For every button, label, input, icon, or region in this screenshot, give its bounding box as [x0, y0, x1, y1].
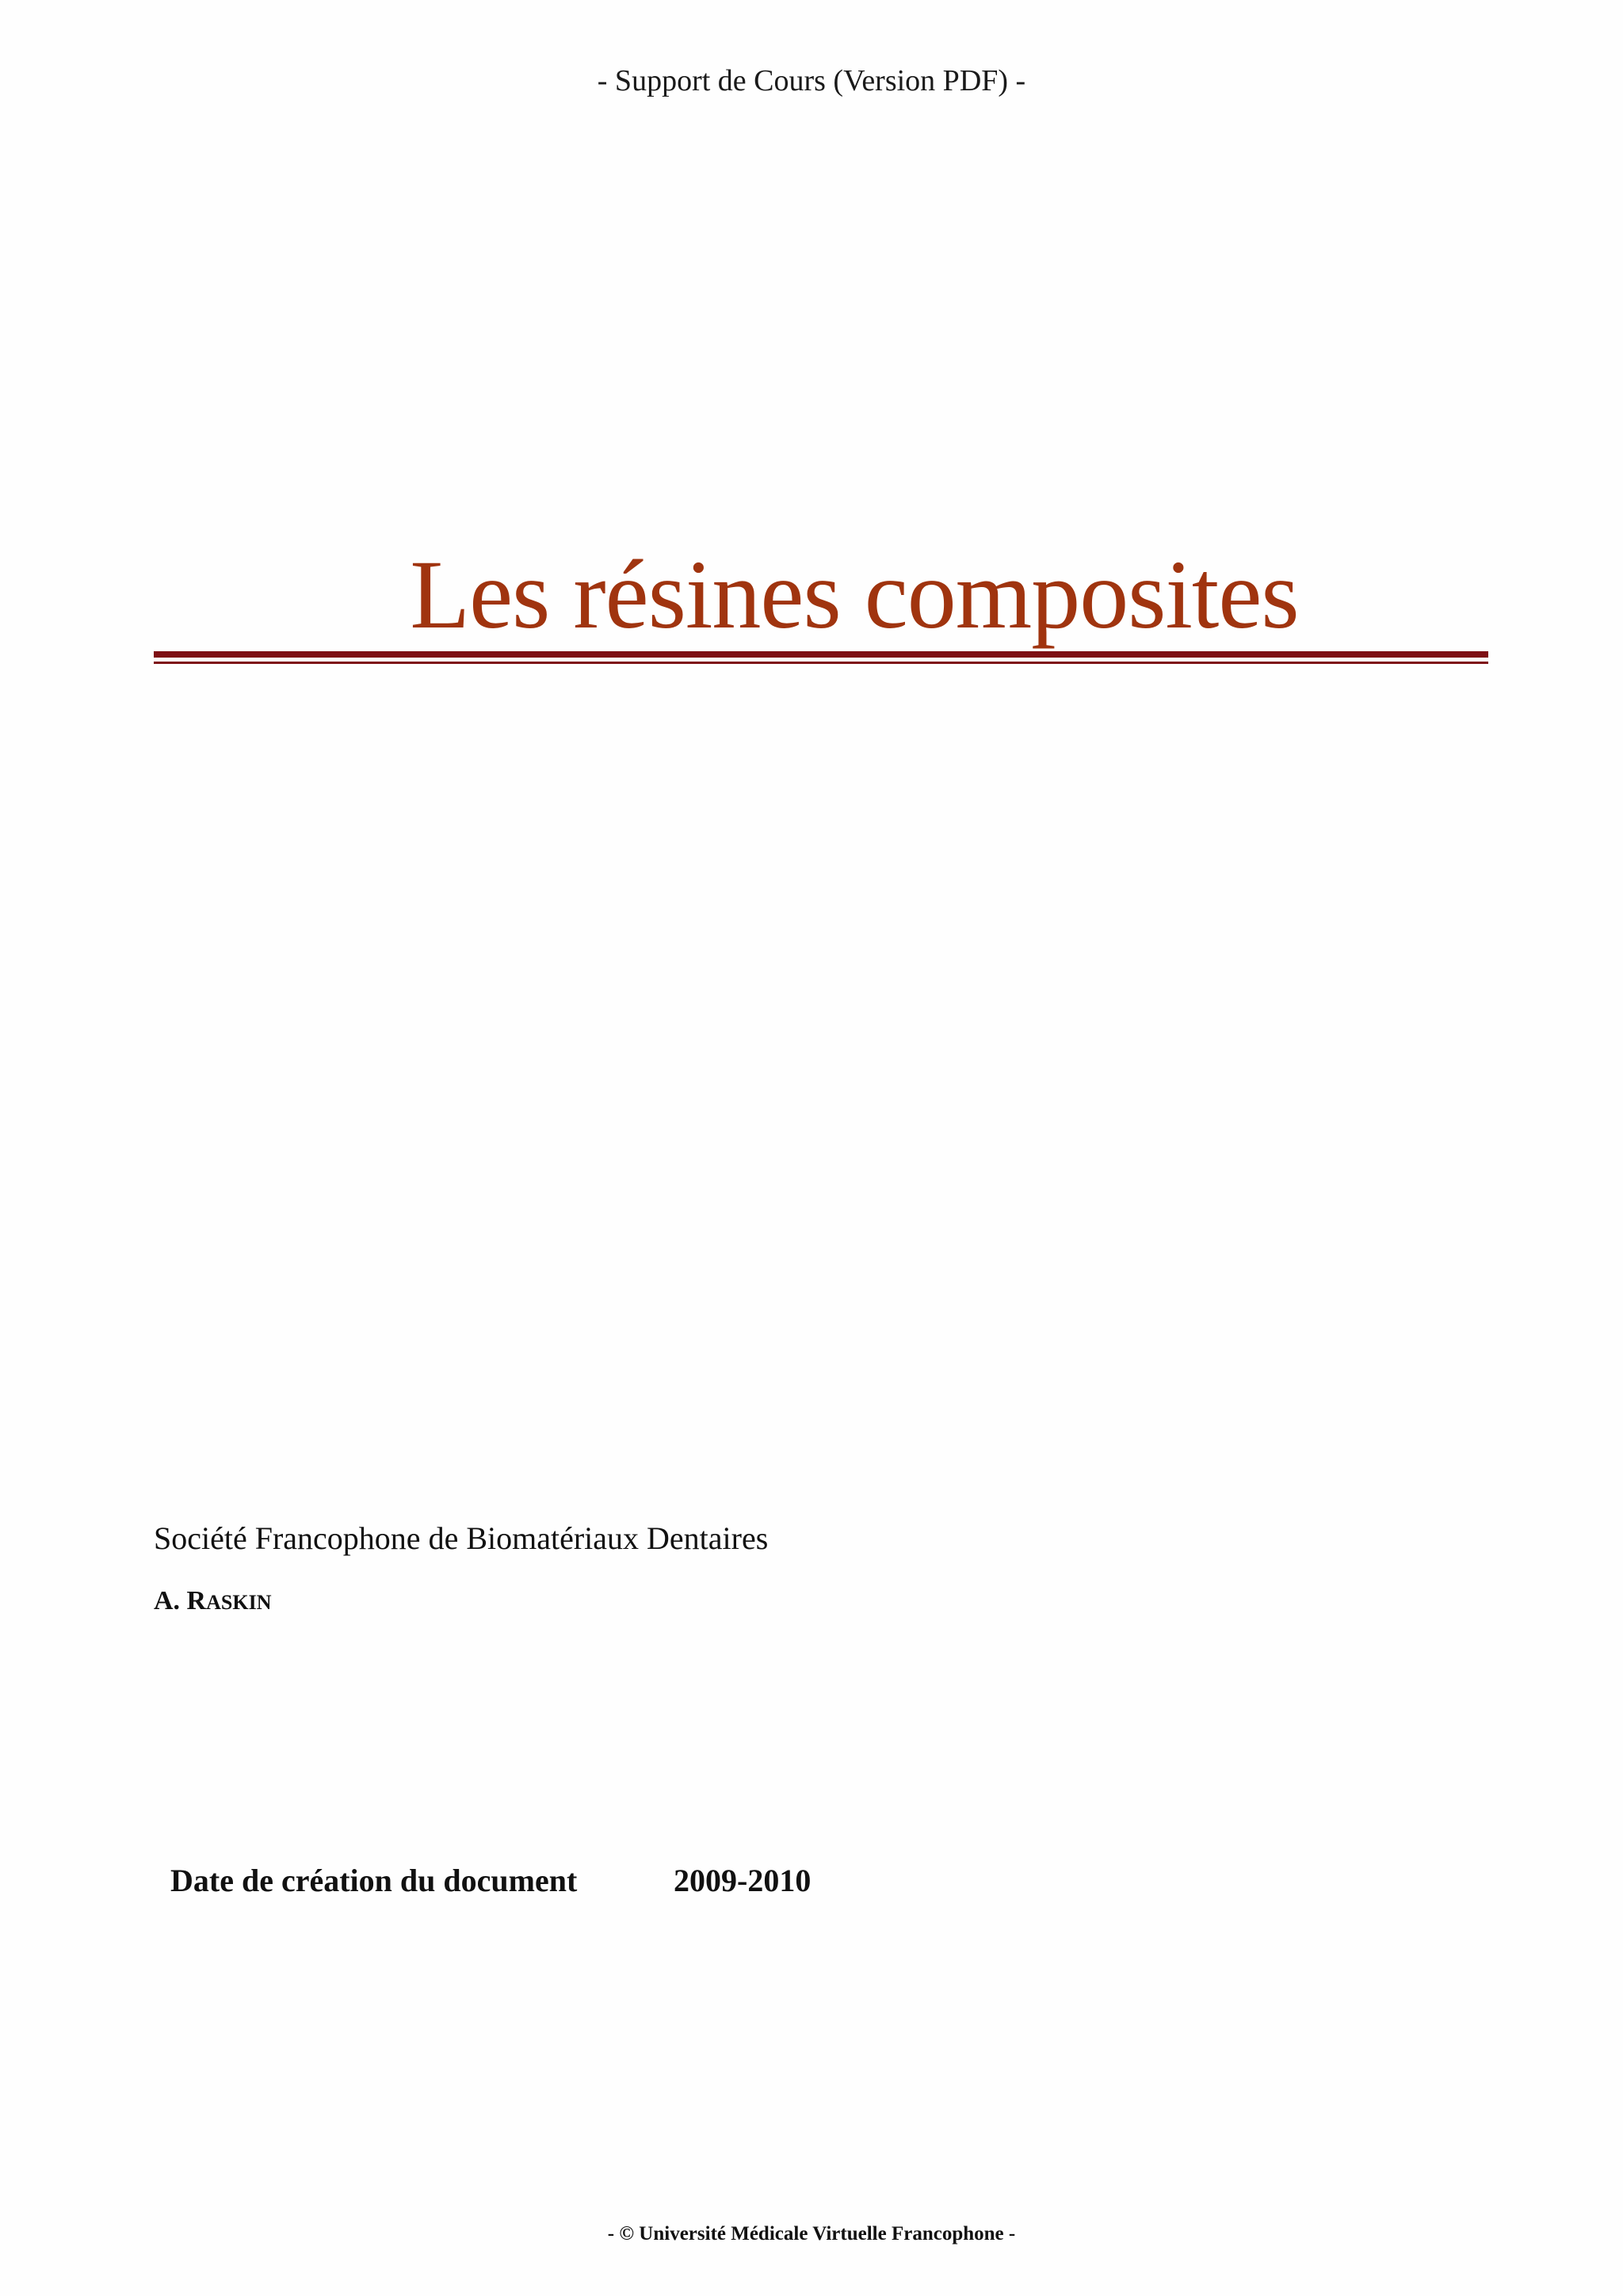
page-footer: - © Université Médicale Virtuelle Francophone - — [607, 2223, 1016, 2245]
author-surname-smallcaps: ASKIN — [206, 1591, 272, 1614]
creation-date-value: 2009-2010 — [674, 1863, 812, 1898]
title-underline-thin — [154, 662, 1488, 664]
author-initial: A. R — [154, 1586, 207, 1615]
society-name: Société Francophone de Biomatériaux Dentaires — [154, 1520, 769, 1556]
author-name — [154, 1586, 271, 1616]
title-underline-thick — [154, 651, 1488, 658]
creation-date-row — [170, 1862, 811, 1899]
page-header: - Support de Cours (Version PDF) - — [597, 64, 1026, 97]
document-title: Les résines composites — [410, 540, 1299, 649]
creation-date-label: Date de création du document — [170, 1863, 578, 1898]
